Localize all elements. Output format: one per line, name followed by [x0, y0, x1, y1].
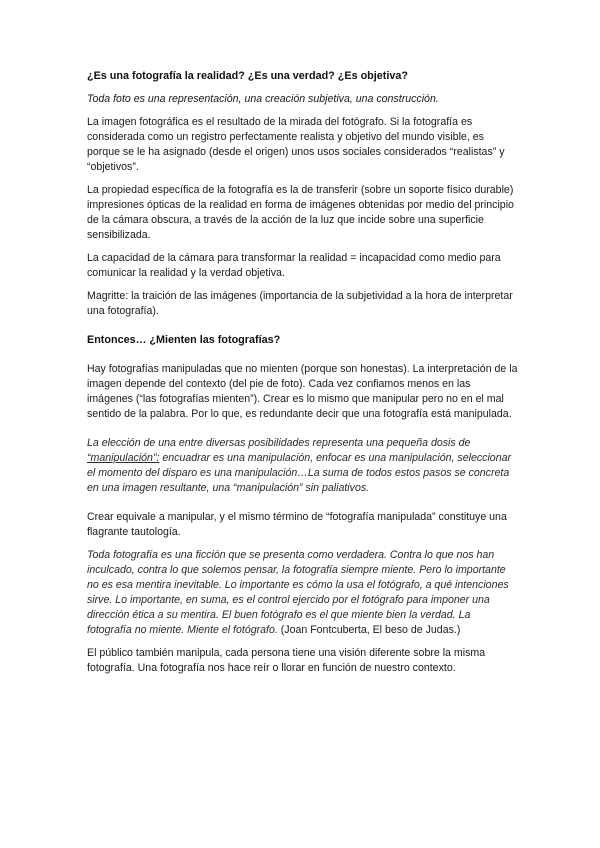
quote-manipulation-start: La elección de una entre diversas posibilidades representa una pequeña dosis de [87, 437, 471, 449]
paragraph-camera-obscura: La propiedad específica de la fotografía es la de transferir (sobre un soporte físico durable) impresiones ópticas de la realidad en forma de imágenes obtenidas por medio del principio de la cámara obscura, a través de la acción de la luz que incide sobre una superficie sensibilizada. [87, 184, 514, 241]
quote-manipulation-end: encuadrar es una manipulación, enfocar es una manipulación, seleccionar el momento del disparo es una manipulación…La suma de todos estos pasos se concreta en una imagen resultante, una “manipulación” sin paliativos. [87, 452, 512, 494]
section-heading-lies: Entonces… ¿Mienten las fotografías? [87, 334, 281, 346]
quote-fontcuberta-text: Toda fotografía es una ficción que se presenta como verdadera. Contra lo que nos han inculcado, contra lo que solemos pensar, la fotografía siempre miente. Pero lo importante no es esa mentira inevitable. Lo importante es cómo la usa el fotógrafo, a qué intenciones sirve. Lo importante, en suma, es el control ejercido por el fotógrafo para imponer una dirección ética a su mentira. El buen fotógrafo es el que miente bien la verdad. La fotografía no miente. Miente el fotógrafo. [87, 549, 509, 636]
paragraph-magritte: Magritte: la traición de las imágenes (importancia de la subjetividad a la hora de interpretar una fotografía). [87, 290, 513, 317]
quote-fontcuberta-source: (Joan Fontcuberta, El beso de Judas.) [277, 624, 461, 636]
paragraph-manipulated-photos: Hay fotografías manipuladas que no mienten (porque son honestas). La interpretación de la imagen depende del contexto (del pie de foto). Cada vez confiamos menos en las imágenes (“las fotografías mienten”). Crear es lo mismo que manipular pero no en el mal sentido de la palabra. Por lo que, es redundante decir que una fotografía está manipulada. [87, 363, 518, 420]
paragraph-photographer-gaze: La imagen fotográfica es el resultado de la mirada del fotógrafo. Si la fotografía es considerada como un registro perfectamente realista y objetivo del mundo visible, es porque se le ha asignado (desde el origen) unos usos sociales considerados “realistas” y “objetivos”. [87, 116, 505, 173]
paragraph-tautology: Crear equivale a manipular, y el mismo término de “fotografía manipulada” constituye una flagrante tautología. [87, 511, 507, 538]
section-heading-reality: ¿Es una fotografía la realidad? ¿Es una verdad? ¿Es objetiva? [87, 70, 408, 82]
quote-manipulation-underlined: “manipulación”: [87, 452, 160, 464]
lead-statement: Toda foto es una representación, una creación subjetiva, una construcción. [87, 93, 439, 105]
quote-fontcuberta [87, 548, 518, 638]
paragraph-audience: El público también manipula, cada persona tiene una visión diferente sobre la misma fotografía. Una fotografía nos hace reír o llorar en función de nuestro contexto. [87, 647, 486, 674]
quote-manipulation [87, 436, 518, 496]
paragraph-camera-capacity: La capacidad de la cámara para transformar la realidad = incapacidad como medio para comunicar la realidad y la verdad objetiva. [87, 252, 501, 279]
